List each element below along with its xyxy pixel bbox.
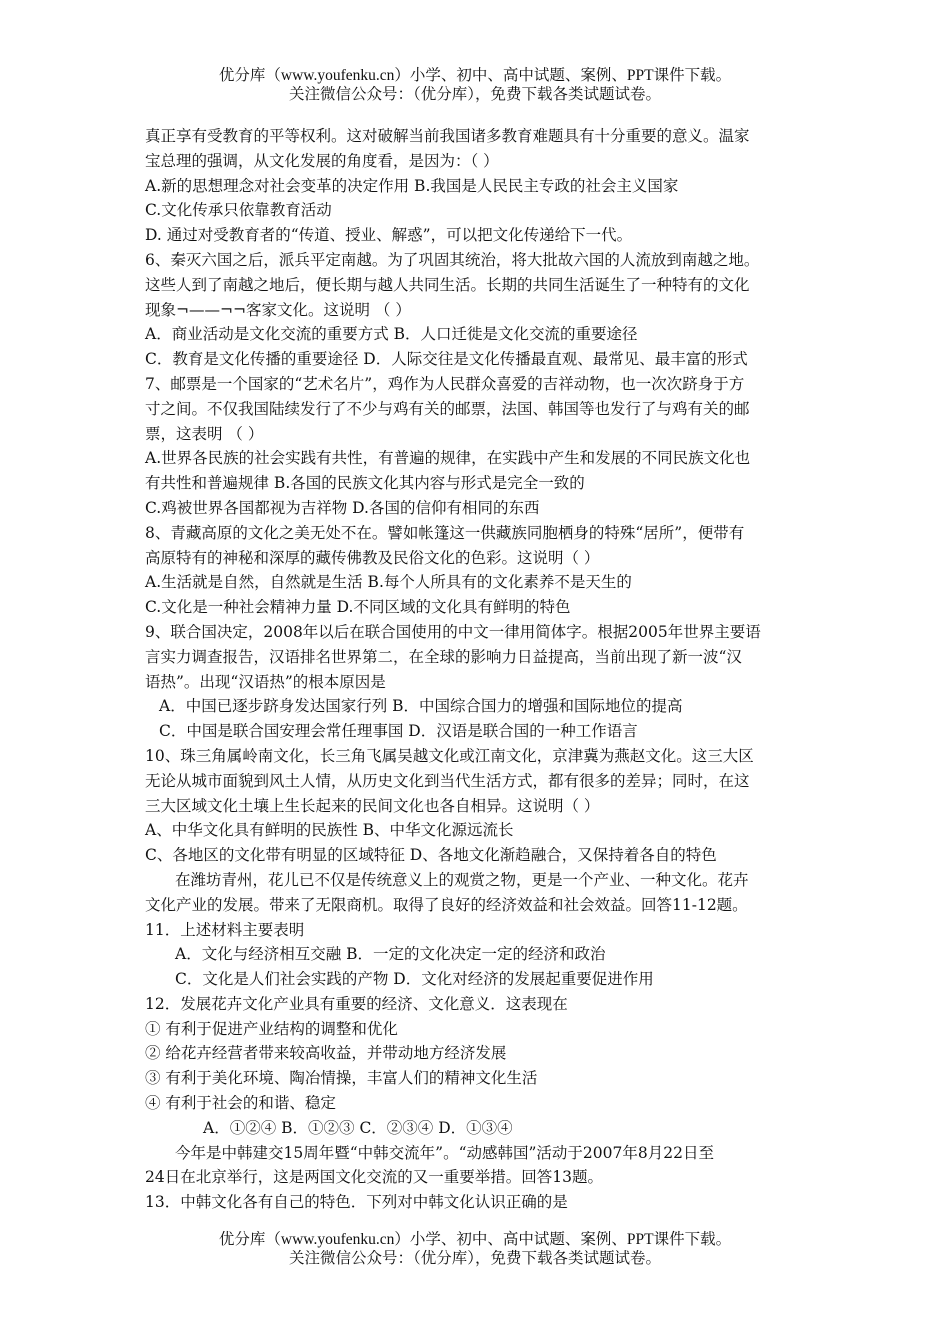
header-line-2: 关注微信公众号：（优分库），免费下载各类试题试卷。 [288,86,661,103]
text-line: 有共性和普遍规律 B.各国的民族文化其内容与形式是完全一致的 [145,474,585,493]
text-line: 12．发展花卉文化产业具有重要的经济、文化意义．这表现在 [145,994,568,1013]
footer-line-2: 关注微信公众号：（优分库），免费下载各类试题试卷。 [288,1250,661,1267]
text-line: A．文化与经济相互交融 B．一定的文化决定一定的经济和政治 [175,945,606,964]
text-line: 语热”。出现“汉语热”的根本原因是 [145,672,386,691]
text-line: A.新的思想理念对社会变革的决定作用 B.我国是人民民主专政的社会主义国家 [145,176,679,195]
page-footer [0,1230,950,1268]
text-line: C．中国是联合国安理会常任理事国 D．汉语是联合国的一种工作语言 [159,722,638,741]
footer-line-1: 优分库（www.youfenku.cn）小学、初中、高中试题、案例、PPT课件下载。 [218,1231,732,1248]
text-line: 9、联合国决定，2008年以后在联合国使用的中文一律用简体字。根据2005年世界主要语 [145,622,761,641]
text-line: C.鸡被世界各国都视为吉祥物 D.各国的信仰有相同的东西 [145,498,540,517]
text-line: 文化产业的发展。带来了无限商机。取得了良好的经济效益和社会效益。回答11-12题。 [145,895,748,914]
text-line: 真正享有受教育的平等权利。这对破解当前我国诸多教育难题具有十分重要的意义。温家 [145,127,750,145]
text-line: 7、邮票是一个国家的“艺术名片”，鸡作为人民群众喜爱的吉祥动物，也一次次跻身于方 [145,374,745,393]
text-line: 11．上述材料主要表明 [145,920,305,939]
text-line: 13．中韩文化各有自己的特色．下列对中韩文化认识正确的是 [145,1193,568,1212]
text-line: D. 通过对受教育者的“传道、授业、解惑”，可以把文化传递给下一代。 [145,226,633,245]
text-line: 8、青藏高原的文化之美无处不在。譬如帐篷这一供藏族同胞栖身的特殊“居所”，便带有 [145,523,745,542]
text-line: 24日在北京举行，这是两国文化交流的又一重要举措。回答13题。 [145,1168,603,1187]
text-line: 无论从城市面貌到风土人情，从历史文化到当代生活方式，都有很多的差异；同时，在这 [145,771,750,790]
text-line: 6、秦灭六国之后，派兵平定南越。为了巩固其统治，将大批故六国的人流放到南越之地。 [145,250,760,269]
text-line: 宝总理的强调，从文化发展的角度看，是因为：（ ） [145,151,499,170]
text-line: C.文化传承只依靠教育活动 [145,201,332,220]
text-line: 三大区域文化土壤上生长起来的民间文化也各自相异。这说明（ ） [145,796,600,815]
text-line: A、中华文化具有鲜明的民族性 B、中华文化源远流长 [145,821,514,840]
page-header [0,66,950,104]
text-line: C．教育是文化传播的重要途径 D．人际交往是文化传播最直观、最常见、最丰富的形式 [145,350,748,369]
text-line: C．文化是人们社会实践的产物 D．文化对经济的发展起重要促进作用 [175,970,654,989]
text-line: 言实力调查报告，汉语排名世界第二，在全球的影响力日益提高，当前出现了新一波“汉 [145,647,742,666]
text-line: 今年是中韩建交15周年暨“中韩交流年”。“动感韩国”活动于2007年8月22日至 [175,1143,714,1162]
text-line: 现象¬——¬¬客家文化。这说明 （ ） [145,300,411,319]
text-line: 票，这表明 （ ） [145,424,264,443]
text-line: 寸之间。不仅我国陆续发行了不少与鸡有关的邮票，法国、韩国等也发行了与鸡有关的邮 [145,399,750,418]
text-line: ① 有利于促进产业结构的调整和优化 [145,1019,398,1038]
text-line: A．①②④ B．①②③ C．②③④ D．①③④ [203,1118,513,1137]
text-line: A．商业活动是文化交流的重要方式 B．人口迁徙是文化交流的重要途径 [145,325,638,344]
text-line: 这些人到了南越之地后，便长期与越人共同生活。长期的共同生活诞生了一种特有的文化 [145,275,750,294]
header-line-1: 优分库（www.youfenku.cn）小学、初中、高中试题、案例、PPT课件下载。 [218,67,732,84]
text-line: A．中国已逐步跻身发达国家行列 B．中国综合国力的增强和国际地位的提高 [159,697,683,716]
text-line: ③ 有利于美化环境、陶冶情操，丰富人们的精神文化生活 [145,1069,538,1088]
text-line: 10、珠三角属岭南文化，长三角飞属吴越文化或江南文化，京津冀为燕赵文化。这三大区 [145,746,754,765]
exam-content [145,124,810,1215]
text-line: A.世界各民族的社会实践有共性，有普遍的规律，在实践中产生和发展的不同民族文化也 [145,449,751,468]
text-line: C.文化是一种社会精神力量 D.不同区域的文化具有鲜明的特色 [145,598,571,617]
text-line: ② 给花卉经营者带来较高收益，并带动地方经济发展 [145,1044,507,1063]
text-line: 在潍坊青州，花儿已不仅是传统意义上的观赏之物，更是一个产业、一种文化。花卉 [175,870,749,889]
text-line: A.生活就是自然，自然就是生活 B.每个人所具有的文化素养不是天生的 [145,573,632,592]
text-line: 高原特有的神秘和深厚的藏传佛教及民俗文化的色彩。这说明（ ） [145,548,600,567]
text-line: C、各地区的文化带有明显的区域特征 D、各地文化渐趋融合，又保持着各自的特色 [145,846,717,865]
text-line: ④ 有利于社会的和谐、稳定 [145,1094,336,1113]
